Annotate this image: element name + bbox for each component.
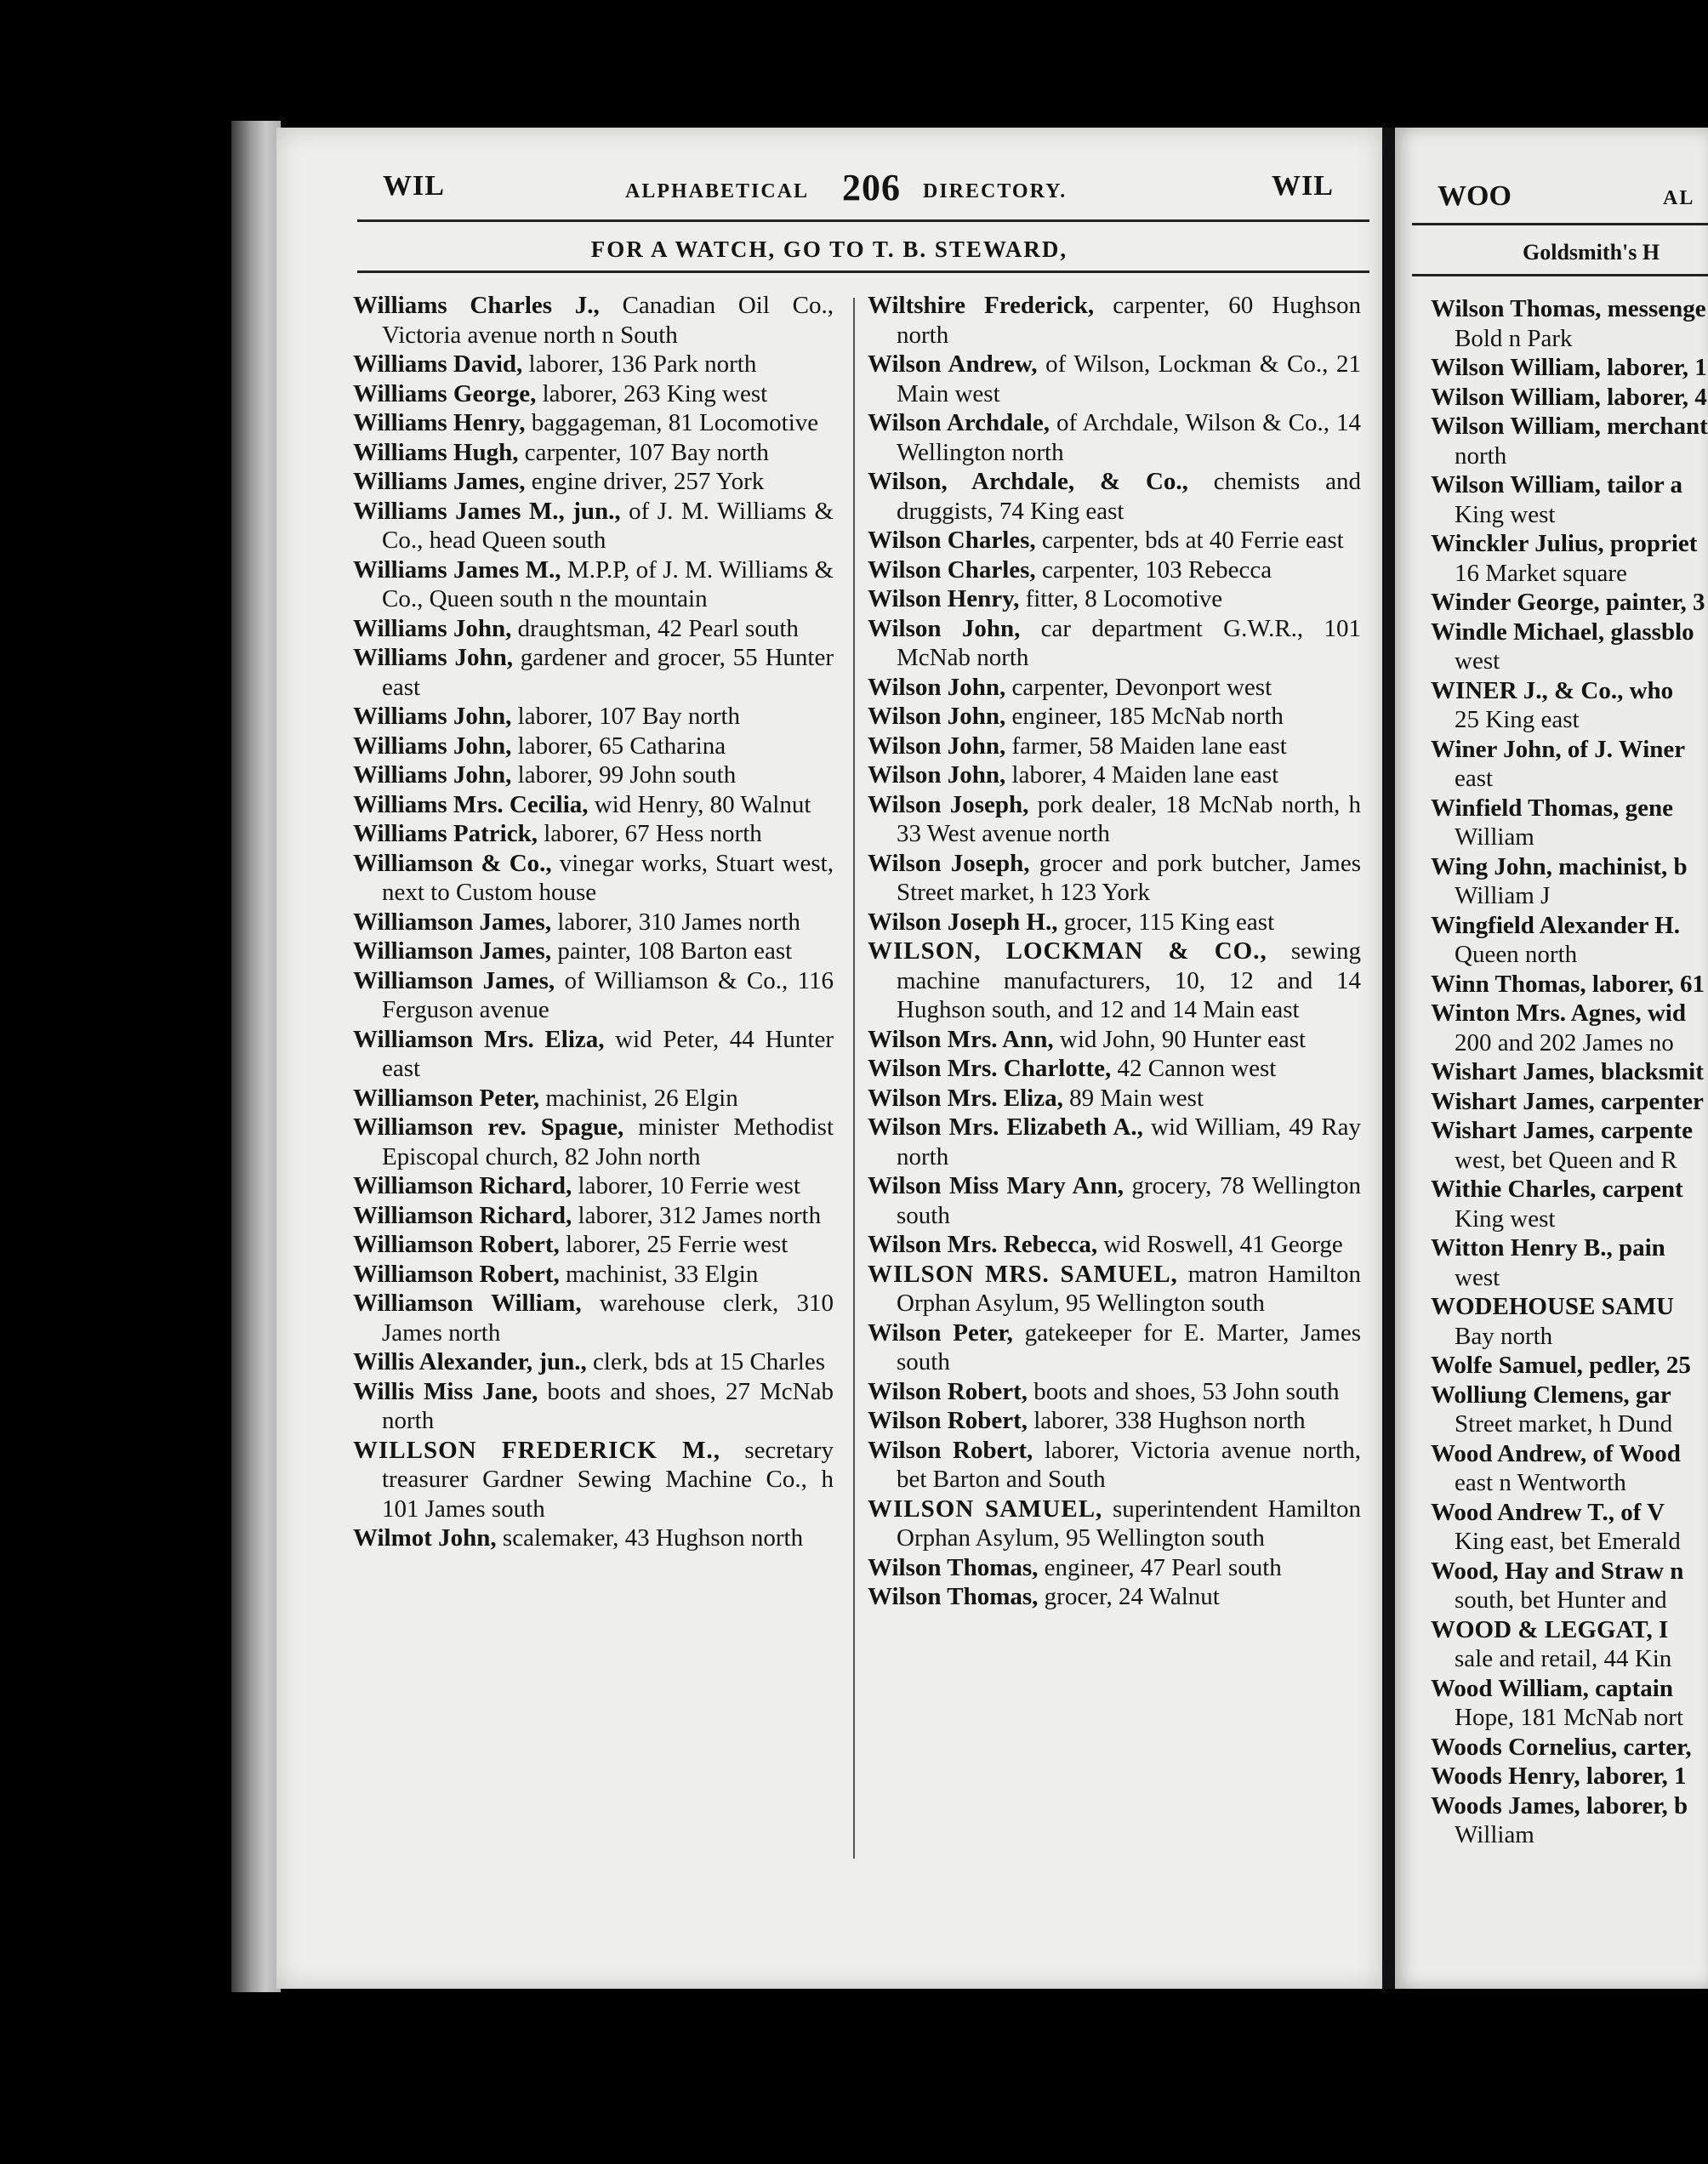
entry-details: car department G.W.R., 101 McNab north <box>897 614 1361 671</box>
directory-entry <box>868 1377 1361 1407</box>
directory-entry <box>868 584 1361 614</box>
directory-entry <box>353 1289 834 1347</box>
next-page-line: Wood William, captain <box>1431 1674 1673 1702</box>
entry-name: Williamson James, <box>353 908 552 936</box>
entry-name: Williams Henry, <box>353 409 526 436</box>
next-page-line: sale and retail, 44 Kin <box>1455 1645 1672 1672</box>
directory-entry <box>353 614 834 644</box>
next-page-line: west <box>1455 647 1500 675</box>
entry-name: Wilmot John, <box>353 1524 497 1552</box>
entry-details: wid William, 49 Ray north <box>897 1113 1361 1170</box>
next-page-line: William <box>1455 823 1534 851</box>
entry-name: Wilson Joseph, <box>868 790 1029 818</box>
entry-name: Wilson Peter, <box>868 1318 1013 1347</box>
entry-name: Wilson John, <box>868 703 1006 730</box>
directory-entry <box>868 555 1361 585</box>
directory-entry <box>868 1495 1361 1553</box>
directory-entry <box>353 732 834 761</box>
entry-details: laborer, 312 James north <box>578 1201 822 1229</box>
entry-details: sewing machine manufacturers, 10, 12 and 14 Hughson south, and 12 and 14 Main east <box>897 937 1361 1023</box>
directory-entry <box>868 291 1361 350</box>
next-page-line: King west <box>1455 1204 1556 1233</box>
entry-details: scalemaker, 43 Hughson north <box>502 1524 804 1552</box>
entry-name: WILSON MRS. SAMUEL, <box>868 1260 1178 1288</box>
entry-name: Williams Hugh, <box>353 438 519 466</box>
next-running-head-left: WOO <box>1438 180 1512 212</box>
entry-name: Williams Charles J., <box>353 292 600 319</box>
next-page-line: Withie Charles, carpent <box>1431 1176 1683 1203</box>
entry-name: Williams Patrick, <box>353 820 538 847</box>
directory-entry <box>353 1025 834 1084</box>
next-page-line: Wilson William, merchant <box>1431 413 1708 440</box>
directory-entry <box>353 555 834 614</box>
directory-entry <box>353 1113 834 1171</box>
directory-entry <box>353 966 834 1025</box>
entry-name: WILSON, LOCKMAN & CO., <box>868 937 1267 965</box>
entry-details: of Williamson & Co., 116 Ferguson avenue <box>382 966 834 1023</box>
entry-name: Williams Mrs. Cecilia, <box>353 790 589 818</box>
entry-details: machinist, 26 Elgin <box>545 1084 738 1112</box>
entry-name: Williams John, <box>353 732 512 760</box>
page-number: 206 <box>842 167 901 208</box>
next-banner-rule <box>1412 274 1708 276</box>
entry-details: Canadian Oil Co., Victoria avenue north n South <box>382 292 834 349</box>
next-page-line: King west <box>1455 500 1556 528</box>
entry-details: 42 Cannon west <box>1117 1055 1277 1082</box>
entry-details: 89 Main west <box>1069 1084 1204 1112</box>
entry-details: grocery, 78 Wellington south <box>897 1172 1361 1229</box>
left-column <box>353 291 834 1553</box>
next-page-line: Woods Cornelius, carter, <box>1431 1733 1692 1761</box>
directory-entry <box>868 350 1361 408</box>
directory-entry <box>353 702 834 732</box>
entry-name: Wilson Robert, <box>868 1436 1033 1464</box>
entry-details: wid John, 90 Hunter east <box>1059 1025 1307 1053</box>
directory-entry <box>353 379 834 409</box>
entry-name: Wilson Charles, <box>868 527 1036 554</box>
entry-details: of Archdale, Wilson & Co., 14 Wellington north <box>897 409 1361 466</box>
directory-entry <box>868 702 1361 732</box>
entry-name: Williams John, <box>353 761 512 789</box>
entry-name: Williamson Richard, <box>353 1201 572 1229</box>
entry-name: Wilson Mrs. Charlotte, <box>868 1055 1112 1082</box>
entry-name: Wiltshire Frederick, <box>868 292 1095 319</box>
directory-entry <box>353 497 834 555</box>
next-page-line: Bay north <box>1455 1322 1553 1350</box>
directory-entry <box>353 1171 834 1201</box>
directory-entry <box>353 1436 834 1524</box>
next-page-line: Wilson William, laborer, 1 <box>1431 354 1707 381</box>
next-page-line: north <box>1455 441 1507 470</box>
next-page-line: Wood Andrew T., of V <box>1431 1498 1665 1526</box>
directory-entry <box>353 1260 834 1290</box>
entry-name: Wilson Henry, <box>868 585 1020 612</box>
entry-details: baggageman, 81 Locomotive <box>531 409 819 436</box>
entry-name: Wilson Robert, <box>868 1407 1028 1434</box>
entry-details: matron Hamilton Orphan Asylum, 95 Wellington south <box>897 1260 1362 1317</box>
entry-details: laborer, 67 Hess north <box>544 820 762 847</box>
next-page-line: Wilson William, tailor a <box>1431 471 1682 498</box>
entry-name: Williamson Richard, <box>353 1172 572 1199</box>
entry-name: Williamson Robert, <box>353 1231 560 1258</box>
entry-name: Wilson, Archdale, & Co., <box>868 468 1188 495</box>
directory-entry <box>868 1230 1361 1260</box>
entry-details: chemists and druggists, 74 King east <box>897 468 1361 525</box>
entry-details: secretary treasurer Gardner Sewing Machine Co., h 101 James south <box>382 1436 834 1523</box>
directory-entry <box>353 819 834 849</box>
directory-entry <box>868 937 1361 1025</box>
directory-entry <box>353 1347 834 1377</box>
entry-name: Wilson Mrs. Elizabeth A., <box>868 1113 1143 1141</box>
entry-details: laborer, 4 Maiden lane east <box>1011 761 1279 789</box>
entry-details: pork dealer, 18 McNab north, h 33 West avenue north <box>897 790 1362 847</box>
book-spine <box>231 121 281 1992</box>
next-page-line: Wishart James, carpenter <box>1431 1087 1704 1115</box>
next-page-line: west <box>1455 1263 1500 1291</box>
entry-details: laborer, 263 King west <box>542 379 768 407</box>
entry-name: Wilson Thomas, <box>868 1553 1039 1581</box>
directory-entry <box>353 467 834 497</box>
directory-entry <box>353 790 834 820</box>
directory-page <box>276 128 1382 1989</box>
entry-details: engineer, 47 Pearl south <box>1044 1553 1282 1581</box>
next-page-partial <box>1395 128 1708 1989</box>
entry-name: WILLSON FREDERICK M., <box>353 1436 721 1464</box>
directory-entry <box>868 614 1361 673</box>
next-page-line: Wingfield Alexander H. <box>1431 911 1680 939</box>
next-page-line: Winckler Julius, propriet <box>1431 530 1698 557</box>
entry-name: Willis Alexander, jun., <box>353 1348 587 1375</box>
entry-name: Wilson John, <box>868 732 1006 760</box>
next-page-line: west, bet Queen and R <box>1455 1146 1677 1174</box>
running-head-right: WIL <box>1272 170 1334 202</box>
entry-name: Wilson Charles, <box>868 555 1036 584</box>
entry-name: Williamson James, <box>353 966 555 994</box>
next-page-line: Wilson William, laborer, 4 <box>1431 383 1707 411</box>
entry-details: farmer, 58 Maiden lane east <box>1011 732 1287 760</box>
entry-name: Wilson Thomas, <box>868 1583 1039 1610</box>
directory-entry <box>353 438 834 468</box>
next-page-line: Winton Mrs. Agnes, wid <box>1431 999 1686 1027</box>
column-divider <box>853 298 855 1859</box>
entry-details: engine driver, 257 York <box>531 468 765 495</box>
next-column <box>1431 294 1708 1850</box>
entry-name: Wilson Mrs. Eliza, <box>868 1084 1063 1112</box>
entry-name: Wilson Robert, <box>868 1377 1028 1405</box>
entry-name: Wilson John, <box>868 761 1006 789</box>
next-page-line: King east, bet Emerald <box>1455 1528 1681 1555</box>
directory-entry <box>868 1113 1361 1171</box>
running-head-left: WIL <box>383 170 445 202</box>
entry-details: wid Peter, 44 Hunter east <box>382 1025 834 1082</box>
page-gutter <box>1382 128 1395 1989</box>
entry-details: carpenter, bds at 40 Ferrie east <box>1041 527 1344 554</box>
advertisement-banner: FOR A WATCH, GO TO T. B. STEWARD, <box>590 236 1068 262</box>
entry-details: grocer and pork butcher, James Street market, h 123 York <box>897 849 1362 906</box>
entry-details: carpenter, 103 Rebecca <box>1041 555 1272 584</box>
directory-entry <box>868 467 1361 526</box>
next-page-line: Woods James, laborer, b <box>1431 1791 1688 1819</box>
entry-details: of Wilson, Lockman & Co., 21 Main west <box>897 350 1361 407</box>
next-page-line: Wolfe Samuel, pedler, 25 <box>1431 1352 1691 1379</box>
entry-name: Williamson Robert, <box>353 1260 560 1288</box>
entry-details: M.P.P, of J. M. Williams & Co., Queen south n the mountain <box>382 555 834 612</box>
entry-details: clerk, bds at 15 Charles <box>593 1348 826 1375</box>
next-page-line: Wood, Hay and Straw n <box>1431 1557 1684 1585</box>
entry-details: carpenter, Devonport west <box>1011 673 1272 701</box>
next-page-line: WOOD & LEGGAT, I <box>1431 1615 1669 1643</box>
entry-details: wid Henry, 80 Walnut <box>594 790 811 818</box>
entry-details: boots and shoes, 27 McNab north <box>382 1377 834 1434</box>
entry-details: laborer, 25 Ferrie west <box>566 1231 789 1258</box>
directory-entry <box>353 1201 834 1231</box>
next-advertisement: Goldsmith's H <box>1523 240 1660 265</box>
next-page-line: Winder George, painter, 3 <box>1431 589 1705 616</box>
directory-entry <box>353 643 834 702</box>
entry-details: machinist, 33 Elgin <box>566 1260 759 1288</box>
entry-details: carpenter, 107 Bay north <box>524 438 769 466</box>
next-page-line: Wishart James, carpente <box>1431 1117 1693 1144</box>
entry-name: Williams George, <box>353 379 537 407</box>
entry-details: fitter, 8 Locomotive <box>1025 585 1223 612</box>
next-page-line: William J <box>1455 882 1551 909</box>
entry-details: vinegar works, Stuart west, next to Custom house <box>382 849 834 906</box>
entry-name: Wilson Archdale, <box>868 409 1050 436</box>
entry-details: boots and shoes, 53 John south <box>1033 1377 1340 1405</box>
directory-entry <box>353 937 834 966</box>
entry-details: wid Roswell, 41 George <box>1103 1231 1343 1258</box>
next-page-line: Bold n Park <box>1455 324 1573 352</box>
entry-name: Wilson Mrs. Rebecca, <box>868 1231 1098 1258</box>
directory-entry <box>868 790 1361 849</box>
next-page-line: Winn Thomas, laborer, 61 <box>1431 970 1705 998</box>
directory-entry <box>868 1025 1361 1055</box>
entry-details: laborer, Victoria avenue north, bet Barton and South <box>897 1436 1361 1493</box>
running-head-alphabetical: ALPHABETICAL <box>625 180 810 202</box>
next-page-line: east n Wentworth <box>1455 1469 1626 1496</box>
entry-name: Williams John, <box>353 644 513 671</box>
entry-details: laborer, 107 Bay north <box>517 703 741 730</box>
next-page-line: William <box>1455 1821 1534 1848</box>
entry-name: Williams John, <box>353 614 512 642</box>
directory-entry <box>868 673 1361 703</box>
directory-entry <box>868 526 1361 555</box>
entry-details: draughtsman, 42 Pearl south <box>517 614 799 642</box>
directory-entry <box>868 408 1361 467</box>
entry-name: Wilson Miss Mary Ann, <box>868 1172 1124 1199</box>
directory-entry <box>868 732 1361 761</box>
directory-entry <box>868 1054 1361 1084</box>
next-page-line: Wishart James, blacksmit <box>1431 1058 1704 1085</box>
entry-details: minister Methodist Episcopal church, 82 John north <box>382 1113 834 1170</box>
entry-name: Wilson Joseph H., <box>868 908 1058 936</box>
entry-details: carpenter, 60 Hughson north <box>897 292 1361 349</box>
entry-name: Williamson Mrs. Eliza, <box>353 1025 605 1053</box>
next-page-line: east <box>1455 765 1494 792</box>
entry-details: laborer, 10 Ferrie west <box>578 1172 800 1199</box>
next-page-line: WODEHOUSE SAMU <box>1431 1293 1675 1320</box>
entry-name: Willis Miss Jane, <box>353 1377 538 1405</box>
next-page-line: 16 Market square <box>1455 559 1627 587</box>
directory-entry <box>353 1523 834 1553</box>
directory-entry <box>868 1084 1361 1113</box>
entry-details: grocer, 24 Walnut <box>1044 1583 1220 1610</box>
next-page-line: Wolliung Clemens, gar <box>1431 1381 1671 1409</box>
entry-name: Williams James M., <box>353 555 561 584</box>
entry-details: superintendent Hamilton Orphan Asylum, 95 Wellington south <box>897 1495 1362 1552</box>
next-page-line: Wood Andrew, of Wood <box>1431 1439 1681 1467</box>
running-head-directory: DIRECTORY. <box>923 180 1068 202</box>
next-page-line: Wilson Thomas, messenge <box>1431 295 1706 322</box>
next-page-line: WINER J., & Co., who <box>1431 676 1674 704</box>
entry-name: Wilson John, <box>868 673 1006 701</box>
entry-details: warehouse clerk, 310 James north <box>382 1290 834 1347</box>
entry-name: Wilson John, <box>868 614 1021 642</box>
entry-name: Williamson William, <box>353 1290 582 1317</box>
directory-entry <box>868 1260 1361 1318</box>
entry-name: Williams John, <box>353 703 512 730</box>
entry-details: engineer, 185 McNab north <box>1011 703 1284 730</box>
next-page-line: Witton Henry B., pain <box>1431 1234 1665 1261</box>
next-page-line: Winfield Thomas, gene <box>1431 794 1673 822</box>
entry-name: Williams David, <box>353 350 523 378</box>
directory-entry <box>353 908 834 937</box>
entry-name: Wilson Andrew, <box>868 350 1038 378</box>
next-page-line: Queen north <box>1455 941 1578 968</box>
entry-details: laborer, 338 Hughson north <box>1033 1407 1306 1434</box>
next-page-line: Woods Henry, laborer, 1 <box>1431 1763 1687 1790</box>
directory-entry <box>868 1582 1361 1612</box>
entry-details: laborer, 99 John south <box>517 761 737 789</box>
next-page-line: Wing John, machinist, b <box>1431 852 1688 880</box>
next-page-line: 200 and 202 James no <box>1455 1028 1674 1056</box>
directory-entry <box>353 408 834 438</box>
directory-entry <box>868 760 1361 790</box>
directory-entry <box>353 1230 834 1260</box>
next-running-head-right: AL <box>1663 187 1695 209</box>
entry-name: Williams James M., jun., <box>353 497 621 525</box>
directory-entry <box>868 1406 1361 1436</box>
directory-entry <box>353 291 834 350</box>
entry-name: Williamson rev. Spague, <box>353 1113 624 1141</box>
directory-entry <box>868 1318 1361 1377</box>
entry-details: laborer, 136 Park north <box>528 350 757 378</box>
entry-details: gatekeeper for E. Marter, James south <box>897 1318 1361 1375</box>
entry-name: Wilson Joseph, <box>868 849 1030 877</box>
entry-name: Williamson & Co., <box>353 849 552 877</box>
directory-entry <box>868 1436 1361 1495</box>
entry-details: painter, 108 Barton east <box>557 937 793 965</box>
directory-entry <box>868 849 1361 908</box>
directory-entry <box>868 1553 1361 1583</box>
directory-entry <box>353 1377 834 1436</box>
entry-name: Williamson James, <box>353 937 552 965</box>
directory-entry <box>353 849 834 908</box>
directory-entry <box>868 1171 1361 1230</box>
next-page-line: 25 King east <box>1455 706 1580 733</box>
entry-details: of J. M. Williams & Co., head Queen south <box>382 497 834 554</box>
entry-details: laborer, 310 James north <box>557 908 800 936</box>
directory-entry <box>868 908 1361 937</box>
entry-details: gardener and grocer, 55 Hunter east <box>382 644 834 701</box>
next-header-rule <box>1412 223 1708 225</box>
entry-details: grocer, 115 King east <box>1063 908 1275 936</box>
entry-details: laborer, 65 Catharina <box>517 732 726 760</box>
entry-name: Wilson Mrs. Ann, <box>868 1025 1054 1053</box>
directory-entry <box>353 350 834 379</box>
directory-entry <box>353 1084 834 1113</box>
next-page-line: Hope, 181 McNab nort <box>1455 1704 1684 1731</box>
next-page-line: south, bet Hunter and <box>1455 1586 1667 1614</box>
next-page-line: Winer John, of J. Winer <box>1431 735 1686 763</box>
right-column <box>868 291 1361 1612</box>
next-page-line: Windle Michael, glassblo <box>1431 618 1694 646</box>
next-page-line: Street market, h Dund <box>1455 1410 1673 1438</box>
entry-name: Williams James, <box>353 468 526 495</box>
banner-rule <box>357 270 1369 273</box>
entry-name: WILSON SAMUEL, <box>868 1495 1103 1523</box>
directory-entry <box>353 760 834 790</box>
entry-name: Williamson Peter, <box>353 1084 540 1112</box>
header-rule <box>357 219 1369 222</box>
